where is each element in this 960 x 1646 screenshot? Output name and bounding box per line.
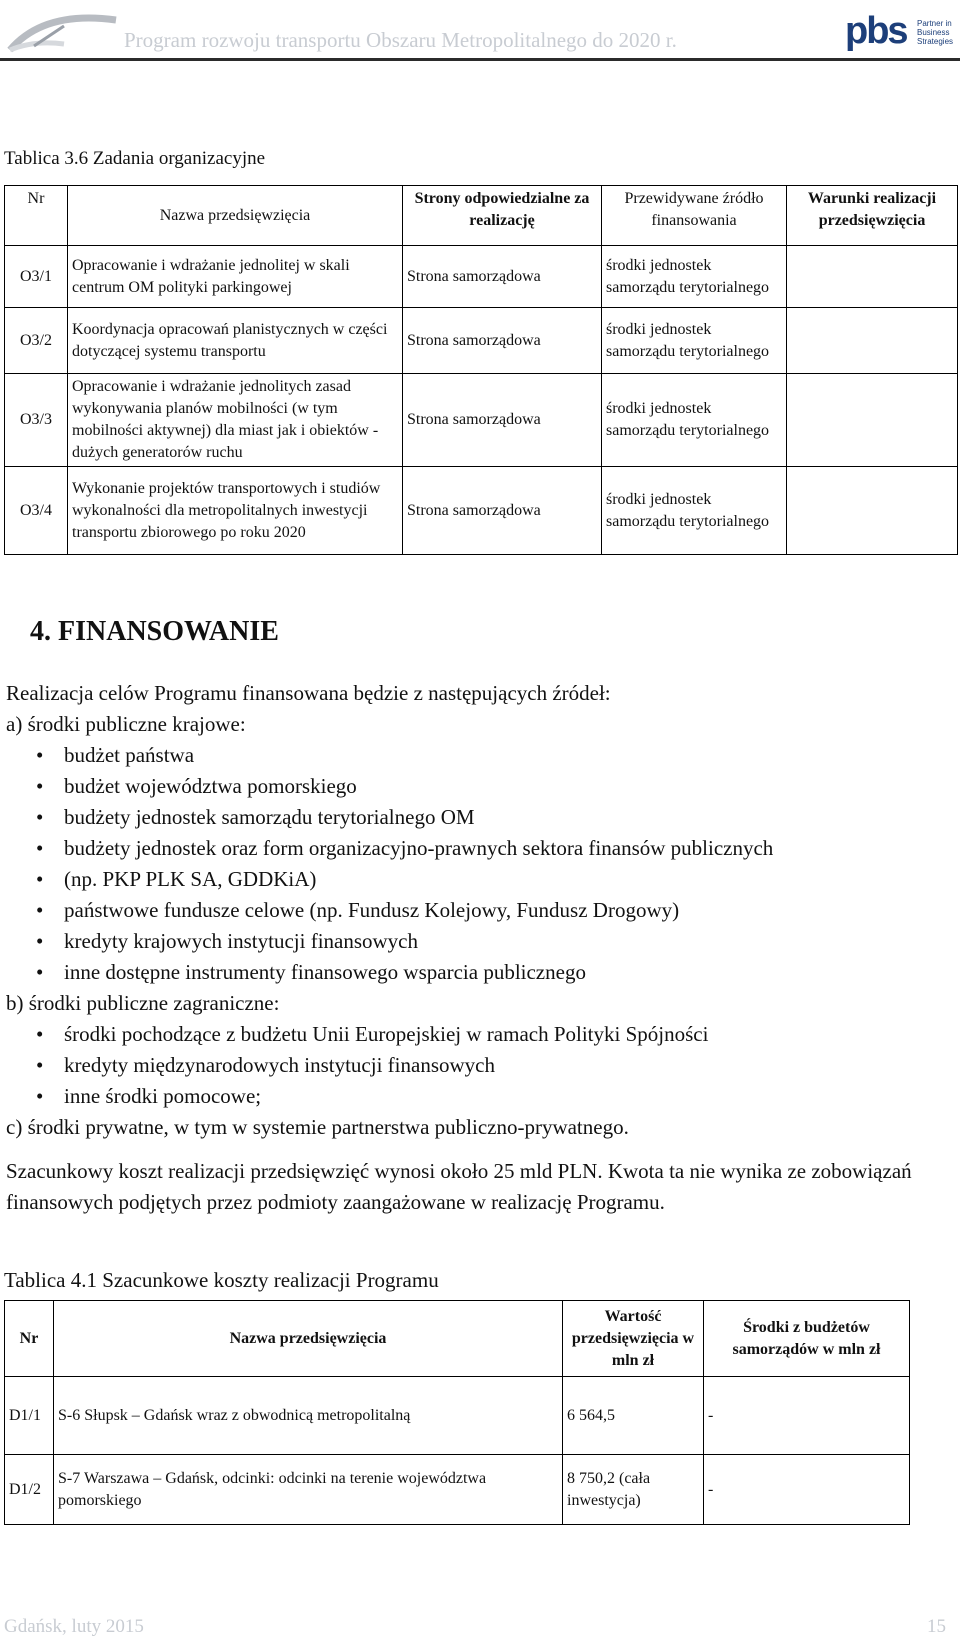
table2-caption: Tablica 4.1 Szacunkowe koszty realizacji Programu [4,1268,439,1292]
bullet-icon: • [36,805,44,829]
pbs-logo [845,2,957,58]
list-item [6,895,956,926]
private-funds-label: c) środki prywatne, w tym w systemie partnerstwa publiczno-prywatnego. [6,1115,629,1139]
financing-sources [6,678,956,1143]
bullet-icon: • [36,836,44,860]
public-national-label: a) środki publiczne krajowe: [6,712,246,736]
col-zrodlo-header: Przewidywane źródło finansowania [602,186,787,246]
header-title: Program rozwoju transportu Obszaru Metropolitalnego do 2020 r. [124,28,677,52]
public-national-list [6,740,956,988]
page-header [0,0,960,62]
col-wartosc-header: Wartość przedsięwzięcia w mln zł [563,1301,704,1377]
list-item-text: kredyty międzynarodowych instytucji finansowych [64,1053,495,1077]
row-strony: Strona samorządowa [403,374,602,467]
row-wartosc: 8 750,2 (cała inwestycja) [563,1455,704,1525]
row-nr: O3/4 [5,467,68,555]
row-name: Opracowanie i wdrażanie jednolitej w skali centrum OM polityki parkingowej [68,246,403,308]
bullet-icon: • [36,898,44,922]
list-item [6,1050,956,1081]
row-name: S-6 Słupsk – Gdańsk wraz z obwodnicą metropolitalną [54,1377,563,1455]
row-warunki [787,467,958,555]
list-item [6,771,956,802]
row-warunki [787,308,958,374]
row-nr: D1/2 [5,1455,54,1525]
public-foreign-list [6,1019,956,1112]
row-nr: O3/2 [5,308,68,374]
list-item [6,926,956,957]
bullet-icon: • [36,1022,44,1046]
bullet-icon: • [36,1084,44,1108]
row-nr: O3/1 [5,246,68,308]
section-title: 4. FINANSOWANIE [30,616,279,647]
row-warunki [787,246,958,308]
bullet-icon: • [36,774,44,798]
col-strony-header: Strony odpowiedzialne za realizację [403,186,602,246]
row-name: Wykonanie projektów transportowych i studiów wykonalności dla metropolitalnych inwestycji transportu zbiorowego po roku 2020 [68,467,403,555]
row-strony: Strona samorządowa [403,308,602,374]
table-row [5,1377,910,1455]
list-item [6,802,956,833]
table-header-row [5,186,958,246]
row-name: S-7 Warszawa – Gdańsk, odcinki: odcinki na terenie województwa pomorskiego [54,1455,563,1525]
financing-intro: Realizacja celów Programu finansowana będzie z następujących źródeł: [6,681,611,705]
bullet-icon: • [36,867,44,891]
row-zrodlo: środki jednostek samorządu terytorialnego [602,467,787,555]
bullet-icon: • [36,743,44,767]
row-srodki: - [704,1377,910,1455]
header-rule [0,58,960,61]
pbs-logo-tagline: Partner in Business Strategies [917,19,954,46]
list-item-text: kredyty krajowych instytucji finansowych [64,929,419,953]
list-item-text: inne środki pomocowe; [64,1084,262,1108]
pbs-logo-text: pbs [845,10,907,52]
cost-summary: Szacunkowy koszt realizacji przedsięwzięć wynosi około 25 mld PLN. Kwota ta nie wynika ze zobowiązań finansowych podjętych przez podmioty zaangażowane w realizację Programu. [6,1159,912,1214]
list-item [6,740,956,771]
table1-caption: Tablica 3.6 Zadania organizacyjne [4,148,266,169]
row-zrodlo: środki jednostek samorządu terytorialnego [602,374,787,467]
estimated-costs-table [4,1300,910,1525]
list-item-text: budżet państwa [64,743,195,767]
list-item-text: środki pochodzące z budżetu Unii Europejskiej w ramach Polityki Spójności [64,1022,709,1046]
bullet-icon: • [36,1053,44,1077]
row-warunki [787,374,958,467]
col-name-header: Nazwa przedsięwzięcia [68,186,403,246]
list-item [6,833,956,864]
col-nr-header: Nr [5,186,68,246]
list-item-text: budżety jednostek oraz form organizacyjno-prawnych sektora finansów publicznych [64,836,774,860]
row-strony: Strona samorządowa [403,246,602,308]
bullet-icon: • [36,929,44,953]
list-item [6,1019,956,1050]
row-name: Koordynacja opracowań planistycznych w części dotyczącej systemu transportu [68,308,403,374]
row-nr: O3/3 [5,374,68,467]
col-srodki-header: Środki z budżetów samorządów w mln zł [704,1301,910,1377]
list-item-text: (np. PKP PLK SA, GDDKiA) [64,867,317,891]
public-foreign-label: b) środki publiczne zagraniczne: [6,991,280,1015]
list-item [6,1081,956,1112]
col-warunki-header: Warunki realizacji przedsięwzięcia [787,186,958,246]
list-item [6,957,956,988]
row-wartosc: 6 564,5 [563,1377,704,1455]
table-row [5,374,958,467]
table-row [5,1455,910,1525]
list-item-text: budżety jednostek samorządu terytorialnego OM [64,805,475,829]
bullet-icon: • [36,960,44,984]
table-row [5,246,958,308]
list-item-text: budżet województwa pomorskiego [64,774,357,798]
list-item-text: inne dostępne instrumenty finansowego wsparcia publicznego [64,960,586,984]
row-zrodlo: środki jednostek samorządu terytorialnego [602,308,787,374]
metropolitan-logo-icon [4,6,124,60]
page-number: 15 [927,1616,946,1637]
row-nr: D1/1 [5,1377,54,1455]
table-row [5,467,958,555]
organizational-tasks-table [4,185,958,555]
table-row [5,308,958,374]
list-item [6,864,956,895]
row-strony: Strona samorządowa [403,467,602,555]
col-name-header: Nazwa przedsięwzięcia [54,1301,563,1377]
col-nr-header: Nr [5,1301,54,1377]
row-name: Opracowanie i wdrażanie jednolitych zasad wykonywania planów mobilności (w tym mobilności aktywnej) dla miast jak i obiektów - dużych generatorów ruchu [68,374,403,467]
footer-place-date: Gdańsk, luty 2015 [4,1616,144,1637]
table-header-row [5,1301,910,1377]
list-item-text: państwowe fundusze celowe (np. Fundusz Kolejowy, Fundusz Drogowy) [64,898,680,922]
row-zrodlo: środki jednostek samorządu terytorialnego [602,246,787,308]
row-srodki: - [704,1455,910,1525]
